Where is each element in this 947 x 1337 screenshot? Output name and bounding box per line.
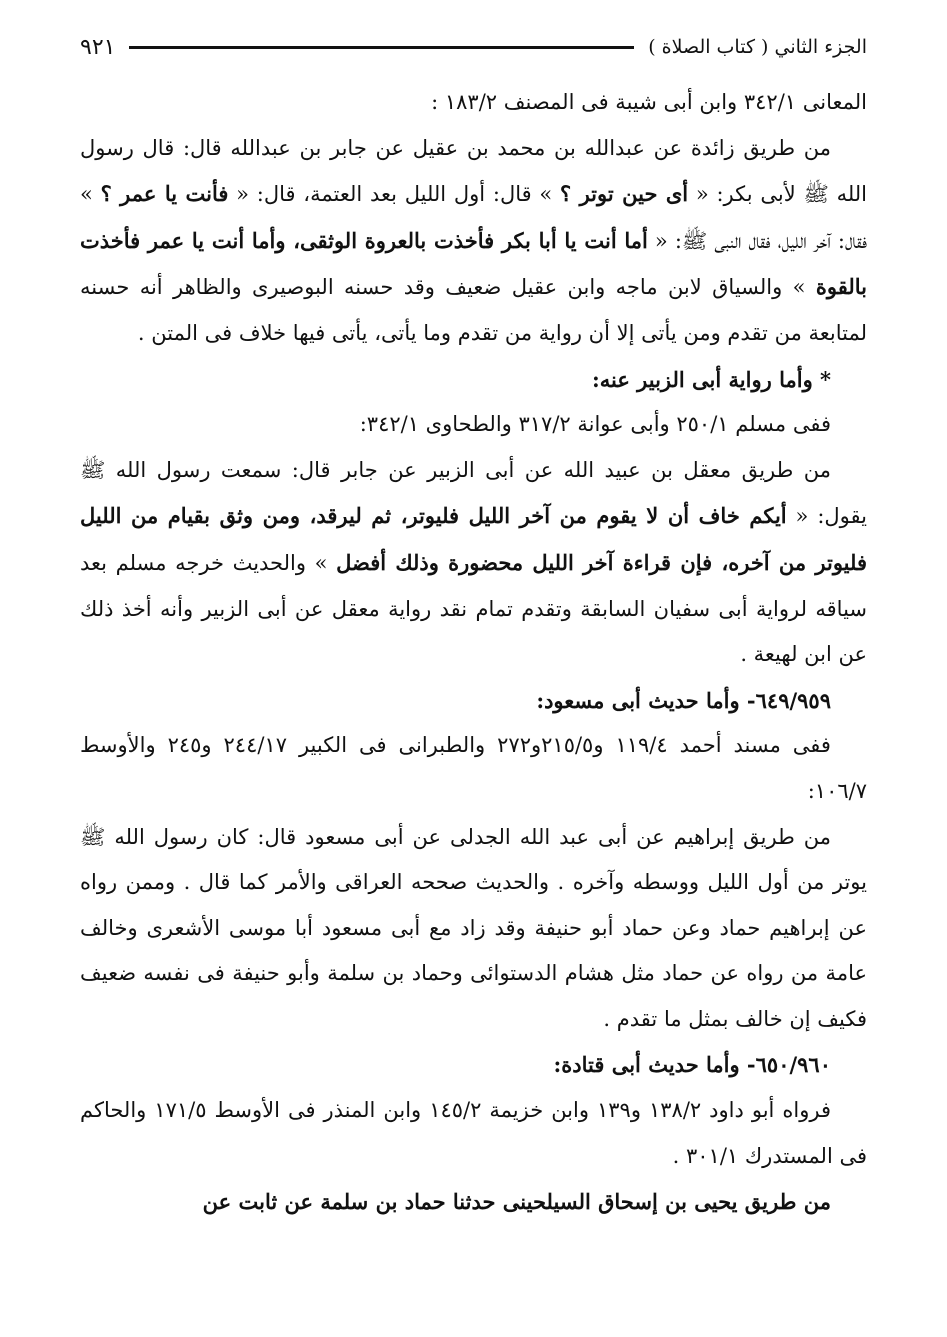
paragraph-yahya-chain: من طريق يحيى بن إسحاق السيلحينى حدثنا حماد بن سلمة عن ثابت عن <box>202 1189 831 1215</box>
page-number: ٩٢١ <box>80 34 116 60</box>
hadith-quote: أما أنت يا أبا بكر فأخذت بالعروة الوثقى، وأما أنت يا عمر فأخذت بالقوة <box>80 227 867 300</box>
paragraph-ahmad-ref: ففى مسند أحمد ١١٩/٤ و٢١٥/٥و٢٧٢ والطبرانى فى الكبير ٢٤٤/١٧ و٢٤٥ والأوسط ١٠٦/٧: <box>80 733 867 803</box>
paragraph-zaida-chain: من طريق زائدة عن عبدالله بن محمد بن عقيل عن جابر بن عبدالله قال: قال رسول الله ﷺ لأبى بكر: « أى حين توتر ؟ » قال: أول الليل بعد العتمة، قال: « فأنت يا عمر ؟ » فقال: آخر الليل، فقال النبى ﷺ: « أما أنت يا أبا بكر فأخذت بالعروة الوثقى، وأما أنت يا عمر فأخذت بالقوة » والسياق لابن ماجه وابن عقيل ضعيف وقد حسنه البوصيرى والظاهر أنه حسنه لمتابعة من تقدم ومن يأتى إلا أن رواية من تقدم وما يأتى، يأتى فيها خلاف فى المتن . <box>80 135 868 345</box>
page-body <box>80 80 867 1225</box>
paragraph-source-ref: المعانى ٣٤٢/١ وابن أبى شيبة فى المصنف ١٨٣/٢ : <box>431 90 867 114</box>
hadith-quote: أيكم خاف أن لا يقوم من آخر الليل فليوتر، ثم ليرقد، ومن وثق بقيام من الليل فليوتر من آخره، فإن قراءة آخر الليل محضورة وذلك أفضل <box>80 503 867 575</box>
paragraph-abudawud-ref: فرواه أبو داود ١٣٨/٢ و١٣٩ وابن خزيمة ١٤٥/٢ وابن المنذر فى الأوسط ١٧١/٥ والحاكم فى المستدرك ٣٠١/١ . <box>80 1098 867 1168</box>
hadith-quote: أى حين توتر ؟ <box>560 181 689 207</box>
paragraph-maqil-chain: من طريق معقل بن عبيد الله عن أبى الزبير عن جابر قال: سمعت رسول الله ﷺ يقول: « أيكم خاف أن لا يقوم من آخر الليل فليوتر، ثم ليرقد، ومن وثق بقيام من الليل فليوتر من آخره، فإن قراءة آخر الليل محضورة وذلك أفضل » والحديث خرجه مسلم بعد سياقه لرواية أبى سفيان السابقة وتقدم تمام نقد رواية معقل عن أبى الزبير وأنه أخذ ذلك عن ابن لهيعة . <box>80 457 867 667</box>
paragraph-ibrahim-chain: من طريق إبراهيم عن أبى عبد الله الجدلى عن أبى مسعود قال: كان رسول الله ﷺ يوتر من أول الليل ووسطه وآخره . والحديث صححه العراقى والأمر كما قال . وممن رواه عن إبراهيم حماد وعن حماد أبو حنيفة وقد زاد مع أبى مسعود أبا موسى الأشعرى وخالف عامة من رواه عن حماد مثل هشام الدستوائى وحماد بن سلمة وأبو حنيفة فى نفسه ضعيف فكيف إن خالف بمثل ما تقدم . <box>80 824 867 1031</box>
paragraph-muslim-ref: ففى مسلم ٢٥٠/١ وأبى عوانة ٣١٧/٢ والطحاوى ٣٤٢/١: <box>359 412 831 437</box>
section-heading: ٦٥٠/٩٦٠- وأما حديث أبى قتادة: <box>553 1052 831 1078</box>
header-rule <box>129 46 634 49</box>
header-title: الجزء الثاني ( كتاب الصلاة ) <box>648 36 867 58</box>
section-heading: ٦٤٩/٩٥٩- وأما حديث أبى مسعود: <box>536 687 831 713</box>
section-heading: * وأما رواية أبى الزبير عنه: <box>591 366 831 392</box>
running-header <box>80 30 867 64</box>
hadith-quote: فأنت يا عمر ؟ <box>100 181 229 207</box>
